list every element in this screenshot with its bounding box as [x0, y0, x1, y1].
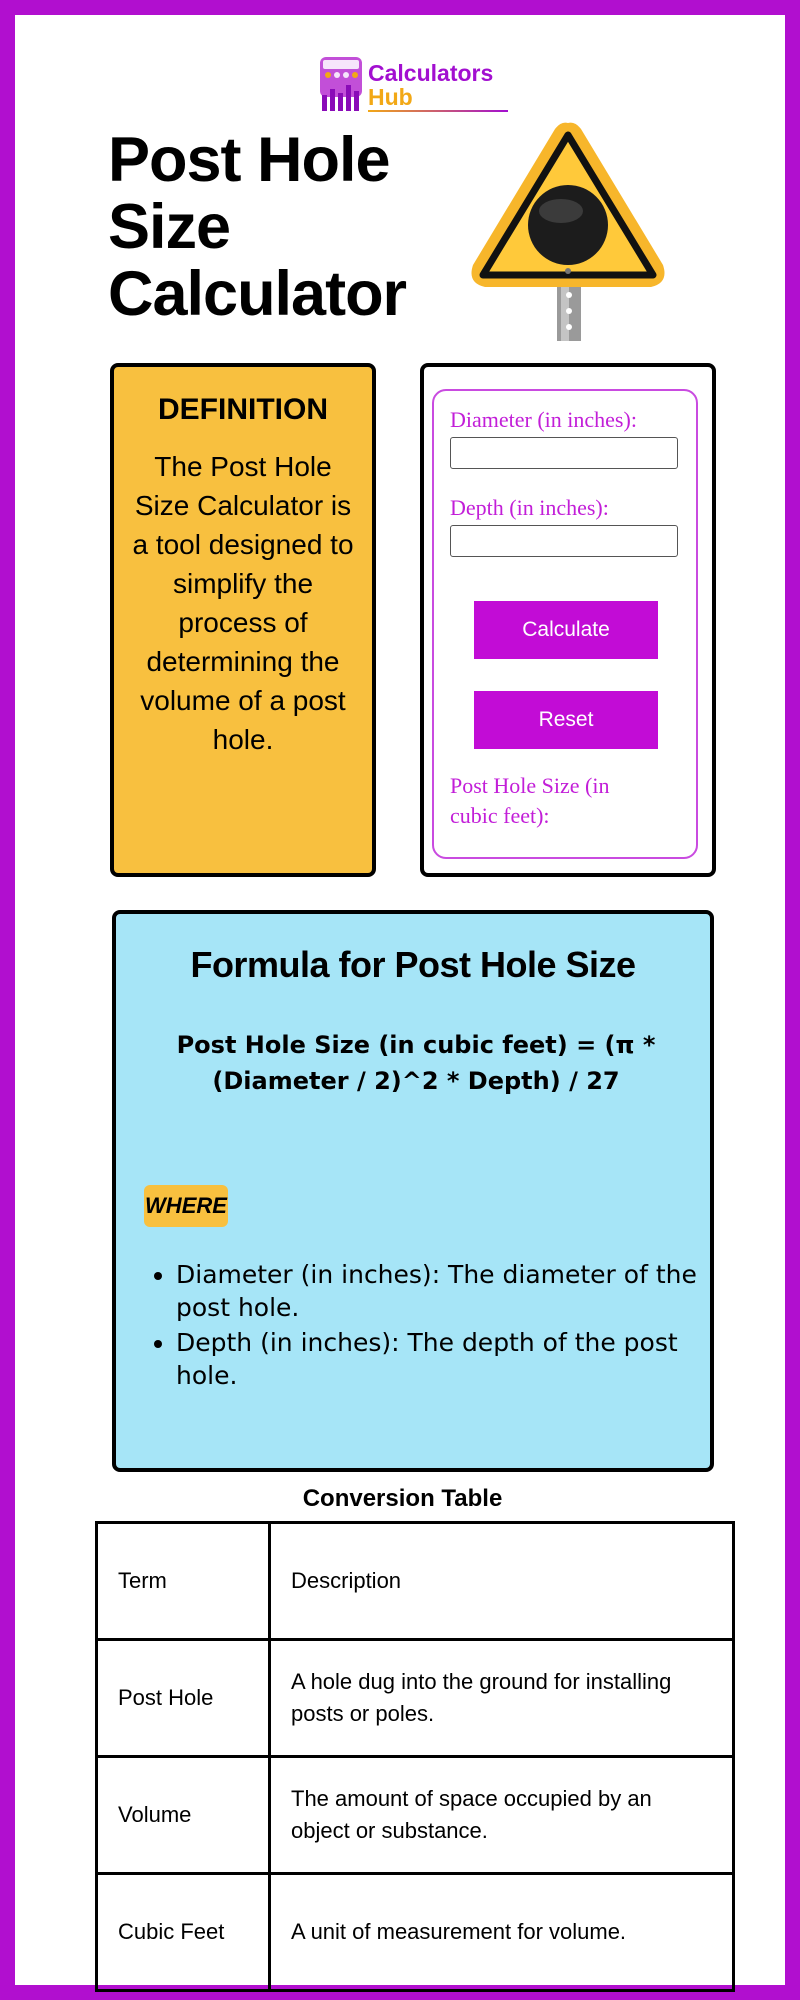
table-cell-description: The amount of space occupied by an object or substance. — [270, 1757, 734, 1874]
calculators-hub-logo[interactable] — [318, 55, 508, 113]
page-title: Post Hole Size Calculator — [108, 125, 407, 329]
diameter-input[interactable] — [450, 437, 678, 469]
reset-button[interactable]: Reset — [474, 691, 658, 749]
table-cell-term: Post Hole — [97, 1640, 270, 1757]
table-title: Conversion Table — [302, 1485, 503, 1512]
result-label: Post Hole Size (in cubic feet): — [450, 773, 610, 828]
table-cell-description: Description — [270, 1523, 734, 1640]
depth-input[interactable] — [450, 525, 678, 557]
depth-label: Depth (in inches): — [450, 495, 609, 520]
diameter-label: Diameter (in inches): — [450, 407, 637, 432]
table-row — [97, 1523, 734, 1640]
warning-sign-icon — [463, 115, 673, 345]
definition-heading: DEFINITION — [158, 393, 328, 426]
table-cell-term: Term — [97, 1523, 270, 1640]
logo-text-hub: Hub — [368, 84, 413, 110]
logo-icon — [318, 55, 364, 113]
table-cell-term: Cubic Feet — [97, 1874, 270, 1991]
formula-heading: Formula for Post Hole Size — [190, 944, 636, 985]
definition-card — [110, 363, 376, 877]
table-row — [97, 1874, 734, 1991]
calculate-button[interactable]: Calculate — [474, 601, 658, 659]
logo-text-calculators: Calculators — [368, 60, 494, 86]
calculator-form — [432, 389, 698, 859]
logo-underline — [368, 110, 508, 112]
where-item-diameter: • Diameter (in inches): The diameter of the post hole. — [176, 1258, 716, 1324]
calculator-form-card — [420, 363, 716, 877]
table-row — [97, 1640, 734, 1757]
table-row — [97, 1757, 734, 1874]
table-cell-description: A unit of measurement for volume. — [270, 1874, 734, 1991]
conversion-table — [95, 1521, 735, 1992]
where-item-depth: • Depth (in inches): The depth of the post hole. — [176, 1326, 716, 1392]
where-badge: WHERE — [144, 1185, 228, 1227]
table-cell-description: A hole dug into the ground for installing posts or poles. — [270, 1640, 734, 1757]
definition-text: The Post Hole Size Calculator is a tool designed to simplify the process of determining the volume of a post hole. — [132, 451, 354, 755]
formula-equation: Post Hole Size (in cubic feet) = (π * (Diameter / 2)^2 * Depth) / 27 — [176, 1031, 656, 1095]
formula-card — [112, 910, 714, 1472]
where-list — [146, 1258, 716, 1394]
table-cell-term: Volume — [97, 1757, 270, 1874]
